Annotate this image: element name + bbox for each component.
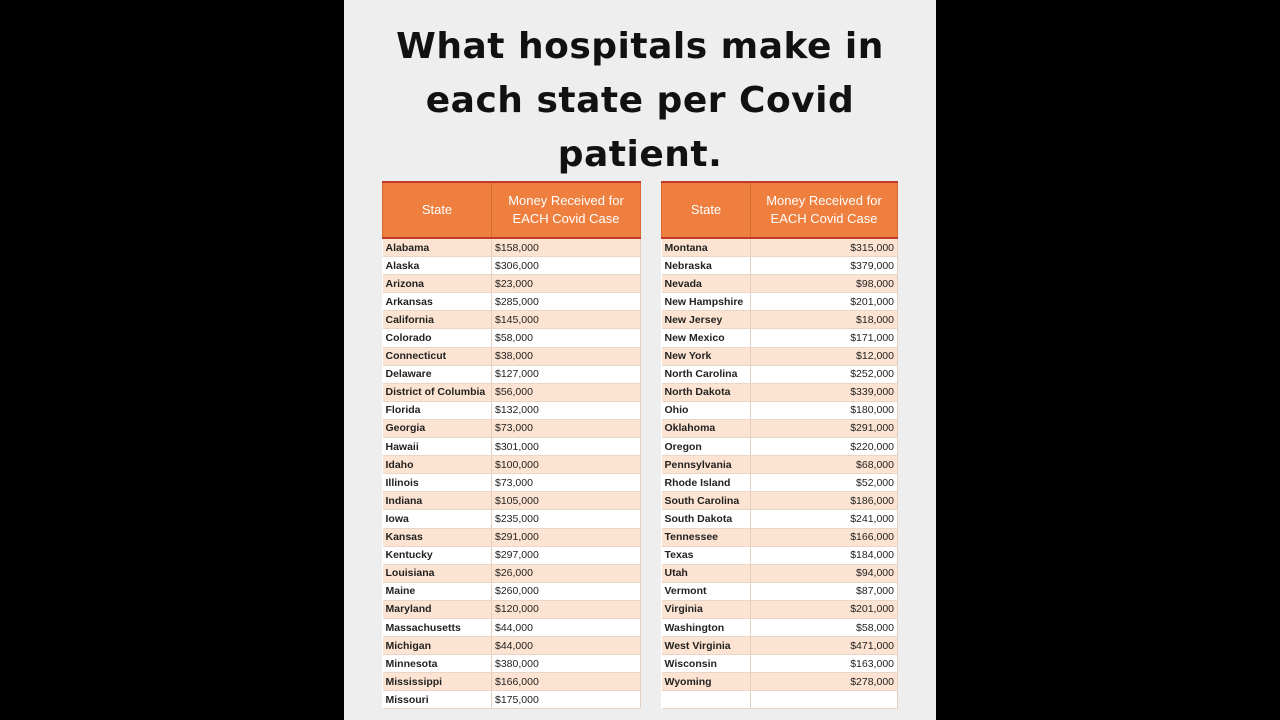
table-row (383, 691, 641, 709)
table-row (383, 582, 641, 600)
money-cell: $339,000 (751, 383, 898, 401)
state-cell: Virginia (662, 600, 751, 618)
state-cell: Hawaii (383, 438, 492, 456)
state-cell: Missouri (383, 691, 492, 709)
state-cell: Washington (662, 618, 751, 636)
table-header-row (662, 182, 898, 238)
money-cell: $241,000 (751, 510, 898, 528)
column-header-money: Money Received for EACH Covid Case (492, 182, 641, 238)
state-cell: Iowa (383, 510, 492, 528)
table-row (383, 347, 641, 365)
table-row (662, 691, 898, 709)
table-row (662, 655, 898, 673)
state-cell: Alaska (383, 257, 492, 275)
table-row (662, 293, 898, 311)
table-row (662, 618, 898, 636)
money-cell: $44,000 (492, 637, 641, 655)
title-line-2: each state per Covid (425, 80, 855, 121)
table-row (383, 474, 641, 492)
column-header-money: Money Received for EACH Covid Case (751, 182, 898, 238)
state-cell: Maine (383, 582, 492, 600)
money-cell: $23,000 (492, 275, 641, 293)
money-cell: $127,000 (492, 365, 641, 383)
state-cell: North Dakota (662, 383, 751, 401)
state-cell: South Carolina (662, 492, 751, 510)
money-cell: $94,000 (751, 564, 898, 582)
table-row (662, 528, 898, 546)
money-cell: $58,000 (492, 329, 641, 347)
title-line-3: patient. (557, 134, 723, 175)
table-row (662, 474, 898, 492)
money-cell: $184,000 (751, 546, 898, 564)
money-cell: $73,000 (492, 419, 641, 437)
table-row (662, 456, 898, 474)
state-cell: New Jersey (662, 311, 751, 329)
table-row (383, 238, 641, 257)
money-cell: $180,000 (751, 401, 898, 419)
column-header-state: State (662, 182, 751, 238)
money-cell: $26,000 (492, 564, 641, 582)
table-row (662, 510, 898, 528)
money-cell: $175,000 (492, 691, 641, 709)
table-row (383, 637, 641, 655)
state-cell: Louisiana (383, 564, 492, 582)
money-cell: $105,000 (492, 492, 641, 510)
money-cell: $278,000 (751, 673, 898, 691)
table-row (662, 438, 898, 456)
table-row (662, 383, 898, 401)
money-cell: $220,000 (751, 438, 898, 456)
money-cell: $379,000 (751, 257, 898, 275)
state-cell: New York (662, 347, 751, 365)
state-cell: Nebraska (662, 257, 751, 275)
state-cell: West Virginia (662, 637, 751, 655)
table-row (662, 401, 898, 419)
state-cell: Montana (662, 238, 751, 257)
state-cell: Maryland (383, 600, 492, 618)
money-cell: $44,000 (492, 618, 641, 636)
money-cell: $315,000 (751, 238, 898, 257)
table-row (383, 293, 641, 311)
table-row (662, 673, 898, 691)
state-cell: Pennsylvania (662, 456, 751, 474)
money-cell: $380,000 (492, 655, 641, 673)
table-row (383, 564, 641, 582)
state-cell: North Carolina (662, 365, 751, 383)
table-row (383, 365, 641, 383)
table-header-row (383, 182, 641, 238)
column-header-state: State (383, 182, 492, 238)
state-table-left (382, 181, 641, 709)
money-cell: $158,000 (492, 238, 641, 257)
money-cell: $12,000 (751, 347, 898, 365)
title-line-1: What hospitals make in (396, 26, 884, 67)
table-row (383, 510, 641, 528)
table-row (383, 329, 641, 347)
state-cell: Nevada (662, 275, 751, 293)
money-cell: $68,000 (751, 456, 898, 474)
money-cell: $145,000 (492, 311, 641, 329)
image-panel (344, 0, 936, 720)
state-cell: Arizona (383, 275, 492, 293)
money-cell: $38,000 (492, 347, 641, 365)
table-row (662, 347, 898, 365)
money-cell: $98,000 (751, 275, 898, 293)
table-row (383, 275, 641, 293)
money-cell (751, 691, 898, 709)
table-row (383, 655, 641, 673)
table-row (662, 492, 898, 510)
money-cell: $297,000 (492, 546, 641, 564)
state-cell: Kansas (383, 528, 492, 546)
table-row (662, 546, 898, 564)
table-row (383, 618, 641, 636)
table-row (662, 582, 898, 600)
state-cell: Minnesota (383, 655, 492, 673)
money-cell: $186,000 (751, 492, 898, 510)
table-row (662, 257, 898, 275)
table-row (662, 311, 898, 329)
state-cell: Indiana (383, 492, 492, 510)
state-cell: Georgia (383, 419, 492, 437)
state-cell: Alabama (383, 238, 492, 257)
money-cell: $166,000 (492, 673, 641, 691)
state-cell: Colorado (383, 329, 492, 347)
state-cell: Rhode Island (662, 474, 751, 492)
money-cell: $132,000 (492, 401, 641, 419)
money-cell: $201,000 (751, 293, 898, 311)
state-cell (662, 691, 751, 709)
table-row (662, 600, 898, 618)
state-cell: Ohio (662, 401, 751, 419)
money-cell: $471,000 (751, 637, 898, 655)
money-cell: $201,000 (751, 600, 898, 618)
table-row (662, 419, 898, 437)
money-cell: $285,000 (492, 293, 641, 311)
table-row (383, 419, 641, 437)
state-cell: Illinois (383, 474, 492, 492)
money-cell: $58,000 (751, 618, 898, 636)
state-cell: Oklahoma (662, 419, 751, 437)
money-cell: $163,000 (751, 655, 898, 673)
table-row (662, 365, 898, 383)
money-cell: $171,000 (751, 329, 898, 347)
table-row (383, 546, 641, 564)
table-row (662, 238, 898, 257)
state-cell: Utah (662, 564, 751, 582)
money-cell: $52,000 (751, 474, 898, 492)
state-cell: Vermont (662, 582, 751, 600)
table-row (662, 329, 898, 347)
table-row (662, 637, 898, 655)
money-cell: $73,000 (492, 474, 641, 492)
state-cell: Mississippi (383, 673, 492, 691)
state-cell: Florida (383, 401, 492, 419)
money-cell: $87,000 (751, 582, 898, 600)
state-cell: Wisconsin (662, 655, 751, 673)
money-cell: $301,000 (492, 438, 641, 456)
state-cell: Kentucky (383, 546, 492, 564)
money-cell: $306,000 (492, 257, 641, 275)
state-cell: Michigan (383, 637, 492, 655)
money-cell: $260,000 (492, 582, 641, 600)
money-cell: $18,000 (751, 311, 898, 329)
table-row (383, 673, 641, 691)
state-cell: District of Columbia (383, 383, 492, 401)
table-row (383, 492, 641, 510)
money-cell: $291,000 (751, 419, 898, 437)
money-cell: $166,000 (751, 528, 898, 546)
money-cell: $56,000 (492, 383, 641, 401)
table-row (383, 438, 641, 456)
state-cell: South Dakota (662, 510, 751, 528)
page-title (344, 20, 936, 182)
table-row (383, 456, 641, 474)
money-cell: $100,000 (492, 456, 641, 474)
money-cell: $235,000 (492, 510, 641, 528)
table-row (383, 600, 641, 618)
state-cell: Massachusetts (383, 618, 492, 636)
state-cell: Delaware (383, 365, 492, 383)
table-row (383, 383, 641, 401)
state-cell: Wyoming (662, 673, 751, 691)
state-cell: Connecticut (383, 347, 492, 365)
state-cell: Arkansas (383, 293, 492, 311)
table-row (383, 528, 641, 546)
state-cell: New Mexico (662, 329, 751, 347)
state-table-right (661, 181, 898, 709)
money-cell: $252,000 (751, 365, 898, 383)
state-cell: New Hampshire (662, 293, 751, 311)
state-cell: Idaho (383, 456, 492, 474)
money-cell: $120,000 (492, 600, 641, 618)
table-row (383, 311, 641, 329)
table-row (662, 275, 898, 293)
table-row (383, 257, 641, 275)
table-row (383, 401, 641, 419)
table-row (662, 564, 898, 582)
state-cell: California (383, 311, 492, 329)
money-cell: $291,000 (492, 528, 641, 546)
state-cell: Tennessee (662, 528, 751, 546)
state-cell: Oregon (662, 438, 751, 456)
state-cell: Texas (662, 546, 751, 564)
